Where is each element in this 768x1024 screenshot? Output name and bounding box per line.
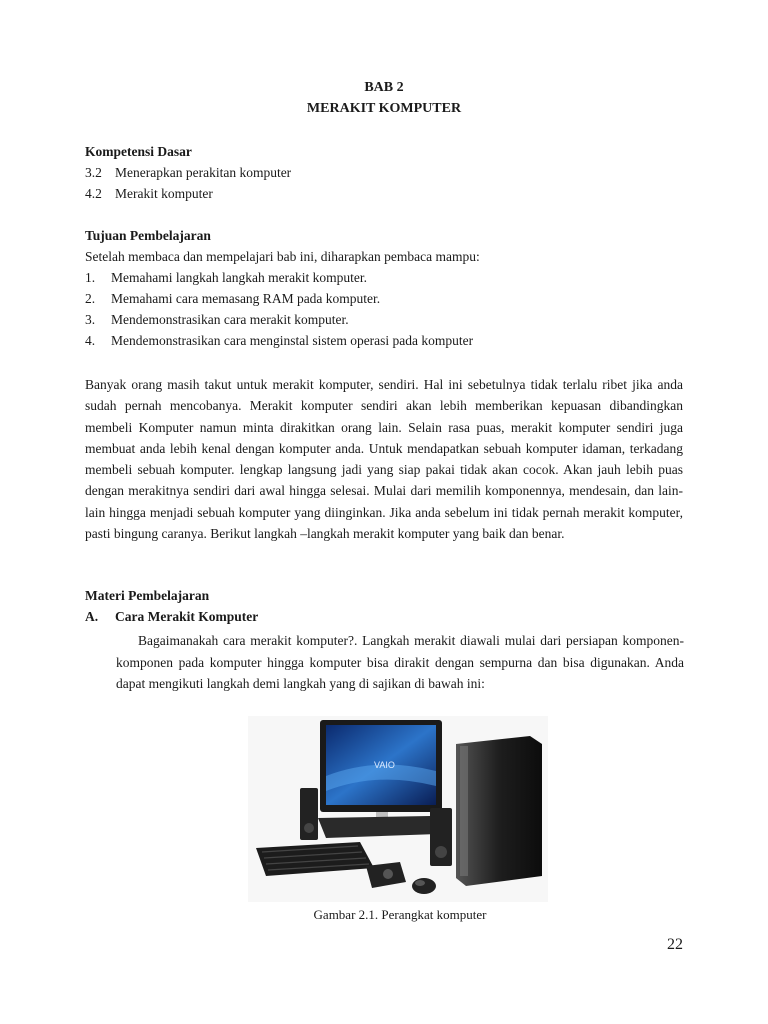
section-heading: A. Cara Merakit Komputer	[85, 609, 259, 624]
tujuan-item: 2. Memahami cara memasang RAM pada komputer.	[85, 291, 381, 306]
screen-brand: VAIO	[374, 760, 395, 770]
kompetensi-heading: Kompetensi Dasar	[85, 144, 192, 159]
chapter-number: BAB 2	[364, 80, 404, 95]
computer-set-image	[248, 716, 548, 902]
tujuan-item: 1. Memahami langkah langkah merakit komputer.	[85, 270, 368, 285]
tujuan-intro: Setelah membaca dan mempelajari bab ini, diharapkan pembaca mampu:	[85, 249, 480, 264]
materi-paragraph: Bagaimanakah cara merakit komputer?. Langkah merakit diawali mulai dari persiapan komponen-komponen pada komputer hingga komputer bisa dirakit dengan sempurna dan bisa digunakan. Anda dapat mengikuti langkah demi langkah yang di sajikan di bawah ini:	[116, 633, 684, 691]
tujuan-heading: Tujuan Pembelajaran	[85, 228, 211, 243]
kompetensi-item: 3.2 Menerapkan perakitan komputer	[85, 165, 292, 180]
materi-heading: Materi Pembelajaran	[85, 588, 210, 603]
pc-tower	[456, 736, 542, 886]
tujuan-item: 4. Mendemonstrasikan cara menginstal sistem operasi pada komputer	[85, 333, 474, 348]
chapter-title: MERAKIT KOMPUTER	[306, 101, 462, 116]
tujuan-item: 3. Mendemonstrasikan cara merakit komputer.	[85, 312, 349, 327]
intro-paragraph: Banyak orang masih takut untuk merakit komputer, sendiri. Hal ini sebetulnya tidak terlalu ribet jika anda sudah pernah mencobanya. Merakit komputer sendiri akan lebih memberikan kepuasan dibandingkan membeli Komputer namun minta dirakitkan orang lain. Selain rasa puas, merakit komputer sendiri juga membuat anda lebih kenal dengan komputer anda. Untuk mendapatkan sebuah komputer idaman, terkadang membeli sebuah komputer. lengkap langsung jadi yang siap pakai tidak akan cocok. Akan jauh lebih puas dengan merakitnya sendiri dari awal hingga selesai. Mulai dari memilih komponennya, mendesain, dan lain-lain hingga menjadi sebuah komputer yang diinginkan. Jika anda sebelum ini tidak pernah merakit komputer, pasti bingung caranya. Berikut langkah –langkah merakit komputer yang baik dan benar.	[85, 377, 683, 542]
figure-caption: Gambar 2.1. Perangkat komputer	[313, 907, 487, 922]
mouse	[412, 878, 436, 894]
kompetensi-item: 4.2 Merakit komputer	[85, 186, 213, 201]
page-number: 22	[667, 936, 683, 953]
